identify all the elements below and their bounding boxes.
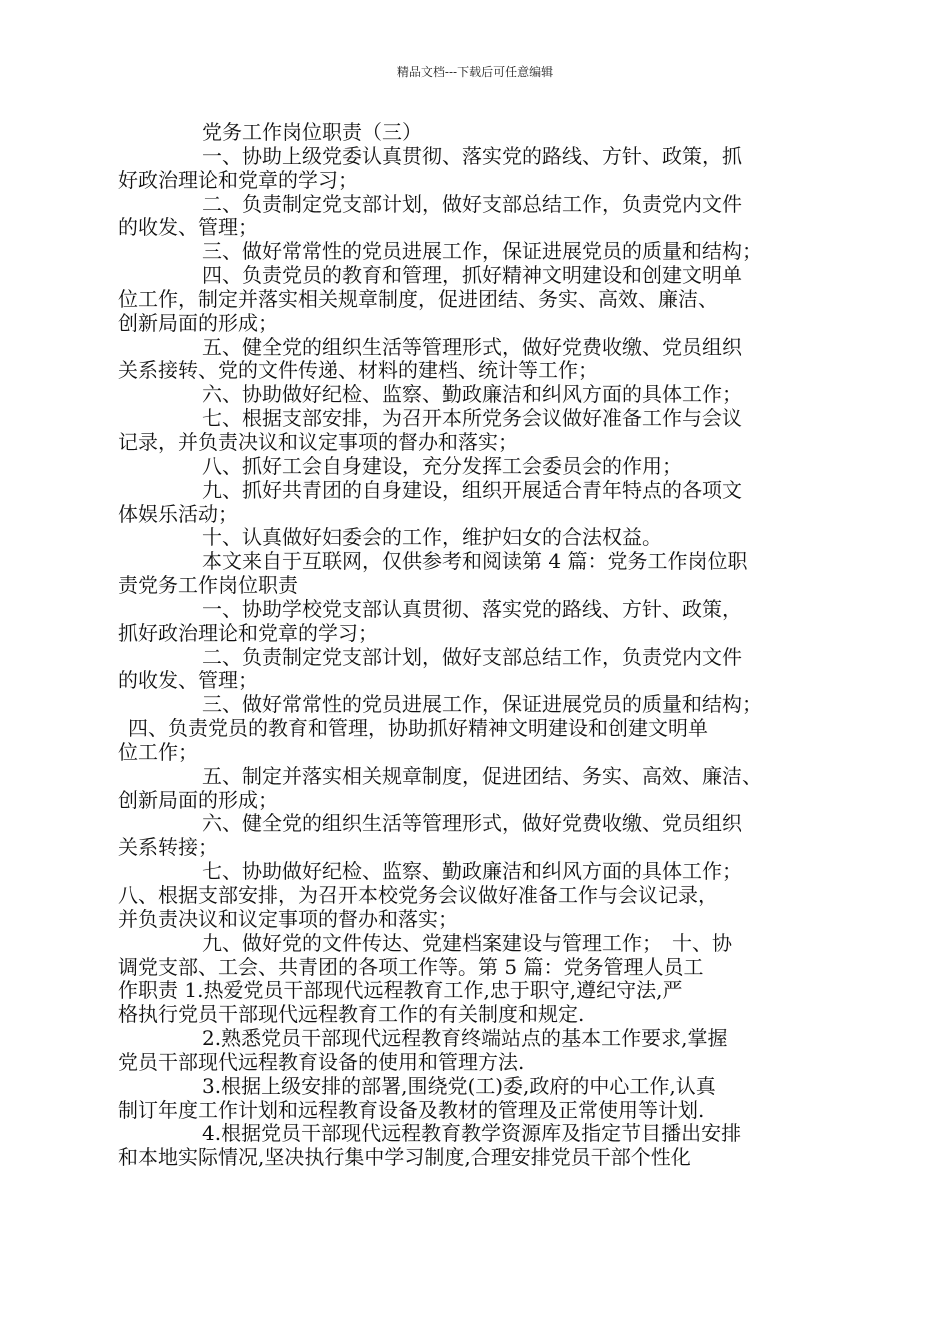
paragraph-line: 二、负责制定党支部计划，做好支部总结工作，负责党内文件 [202, 644, 742, 669]
paragraph-line: 八、根据支部安排，为召开本校党务会议做好准备工作与会议记录， [118, 883, 718, 907]
paragraph-line: 创新局面的形成； [118, 310, 278, 335]
page-header: 精品文档---下载后可任意编辑 [396, 65, 554, 79]
paragraph-line: 好政治理论和党章的学习； [118, 167, 358, 192]
paragraph-line: 五、健全党的组织生活等管理形式，做好党费收缴、党员组织 [202, 334, 742, 359]
paragraph-line: 七、协助做好纪检、监察、勤政廉洁和纠风方面的具体工作； [202, 859, 742, 884]
paragraph-line: 责党务工作岗位职责 [118, 573, 298, 598]
paragraph-line: 二、负责制定党支部计划，做好支部总结工作，负责党内文件 [202, 191, 742, 216]
paragraph-line: 2.熟悉党员干部现代远程教育终端站点的基本工作要求,掌握 [202, 1026, 728, 1051]
paragraph-line: 创新局面的形成； [118, 787, 278, 812]
paragraph-line: 记录，并负责决议和议定事项的督办和落实； [118, 429, 518, 454]
paragraph-line: 九、抓好共青团的自身建设，组织开展适合青年特点的各项文 [202, 477, 742, 502]
paragraph-line: 调党支部、工会、共青团的各项工作等。第 5 篇：党务管理人员工 [118, 954, 704, 979]
paragraph-line: 关系转接； [118, 835, 218, 860]
paragraph-line: 三、做好常常性的党员进展工作，保证进展党员的质量和结构； [202, 239, 762, 264]
paragraph-line: 七、根据支部安排，为召开本所党务会议做好准备工作与会议 [202, 406, 742, 431]
paragraph-line: 本文来自于互联网，仅供参考和阅读第 4 篇：党务工作岗位职 [202, 549, 748, 574]
paragraph-line: 的收发、管理； [118, 215, 258, 240]
paragraph-line: 制订年度工作计划和远程教育设备及教材的管理及正常使用等计划. [118, 1097, 705, 1122]
paragraph-line: 关系接转、党的文件传递、材料的建档、统计等工作； [118, 358, 598, 383]
paragraph-line: 党员干部现代远程教育设备的使用和管理方法. [118, 1049, 525, 1074]
paragraph-line: 作职责 1.热爱党员干部现代远程教育工作,忠于职守,遵纪守法,严 [118, 978, 683, 1003]
paragraph-line: 格执行党员干部现代远程教育工作的有关制度和规定. [118, 1002, 585, 1027]
paragraph-line: 六、健全党的组织生活等管理形式，做好党费收缴、党员组织 [202, 811, 742, 836]
paragraph-line: 四、负责党员的教育和管理，协助抓好精神文明建设和创建文明单 [128, 716, 708, 741]
paragraph-line: 一、协助学校党支部认真贯彻、落实党的路线、方针、政策， [202, 596, 742, 621]
paragraph-line: 三、做好常常性的党员进展工作，保证进展党员的质量和结构； [202, 692, 762, 717]
paragraph-line: 和本地实际情况,坚决执行集中学习制度,合理安排党员干部个性化 [118, 1145, 691, 1170]
paragraph-line: 党务工作岗位职责（三） [202, 120, 422, 144]
paragraph-line: 体娱乐活动； [118, 501, 238, 526]
paragraph-line: 八、抓好工会自身建设，充分发挥工会委员会的作用； [202, 453, 682, 478]
paragraph-line: 四、负责党员的教育和管理，抓好精神文明建设和创建文明单 [202, 263, 742, 288]
paragraph-line: 九、做好党的文件传达、党建档案建设与管理工作； 十、协 [202, 930, 732, 955]
paragraph-line: 3.根据上级安排的部署,围绕党(工)委,政府的中心工作,认真 [202, 1073, 716, 1098]
paragraph-line: 抓好政治理论和党章的学习； [118, 620, 378, 645]
paragraph-line: 位工作，制定并落实相关规章制度，促进团结、务实、高效、廉洁、 [118, 286, 718, 311]
paragraph-line: 六、协助做好纪检、监察、勤政廉洁和纠风方面的具体工作； [202, 382, 742, 407]
paragraph-line: 一、协助上级党委认真贯彻、落实党的路线、方针、政策，抓 [202, 143, 742, 168]
paragraph-line: 位工作； [118, 739, 198, 764]
paragraph-line: 的收发、管理； [118, 668, 258, 693]
paragraph-line: 十、认真做好妇委会的工作，维护妇女的合法权益。 [202, 525, 662, 550]
paragraph-line: 并负责决议和议定事项的督办和落实； [118, 906, 458, 931]
paragraph-line: 五、制定并落实相关规章制度，促进团结、务实、高效、廉洁、 [202, 763, 762, 788]
paragraph-line: 4.根据党员干部现代远程教育教学资源库及指定节目播出安排 [202, 1121, 742, 1146]
document-body [118, 121, 830, 1170]
